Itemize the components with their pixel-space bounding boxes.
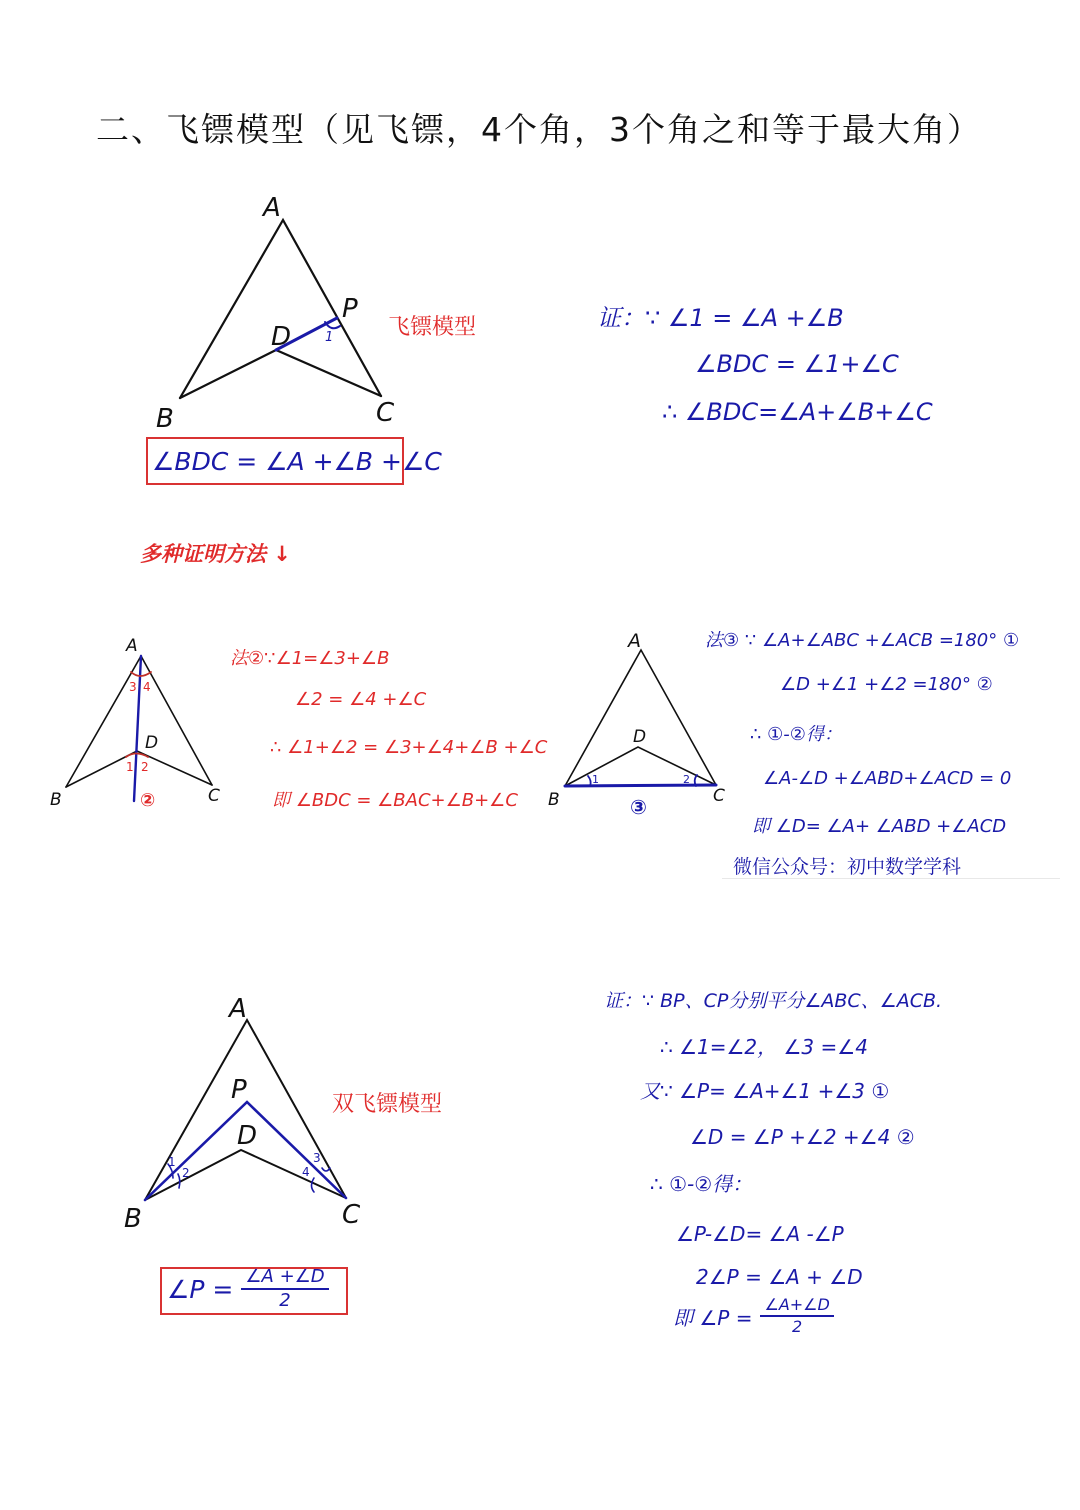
m3-point-c: C bbox=[713, 786, 725, 806]
proof3-line-1: 法③ ∵ ∠A+∠ABC +∠ACB =180° ① bbox=[705, 630, 1020, 651]
m3-angle-2: 2 bbox=[683, 773, 690, 786]
m3-point-a: A bbox=[628, 630, 641, 652]
m2-point-a: A bbox=[126, 636, 138, 656]
dart-diagram-method2 bbox=[66, 656, 212, 801]
conclusion-lhs: 即 ∠P = bbox=[673, 1305, 753, 1330]
proof4-line-6: ∠P-∠D= ∠A -∠P bbox=[676, 1222, 844, 1246]
proof1-line-2: ∠BDC = ∠1+∠C bbox=[695, 350, 899, 378]
m2-angle-4: 4 bbox=[143, 680, 151, 694]
boxed-formula: ∠BDC = ∠A +∠B +∠C bbox=[152, 447, 442, 476]
m2-badge: ② bbox=[140, 790, 156, 811]
m3-badge: ③ bbox=[630, 795, 647, 819]
proof4-line-4: ∠D = ∠P +∠2 +∠4 ② bbox=[690, 1125, 915, 1149]
proof4-line-3: 又∵ ∠P= ∠A+∠1 +∠3 ① bbox=[640, 1079, 890, 1103]
proof3-line-2: ∠D +∠1 +∠2 =180° ② bbox=[780, 674, 993, 695]
m3-angle-1: 1 bbox=[592, 773, 599, 786]
s2-angle-1: 1 bbox=[168, 1155, 176, 1169]
m2-point-d: D bbox=[145, 733, 159, 753]
point-label-p: P bbox=[342, 294, 358, 324]
formula2-numerator: ∠A +∠D bbox=[241, 1268, 328, 1290]
proof3-line-5: 即 ∠D= ∠A+ ∠ABD +∠ACD bbox=[752, 816, 1007, 837]
point-label-b: B bbox=[156, 404, 174, 434]
proof4-line-1: 证：∵ BP、CP分别平分∠ABC、∠ACB. bbox=[604, 990, 943, 1012]
page-title: 二、飞镖模型（见飞镖，4个角，3个角之和等于最大角） bbox=[96, 110, 982, 149]
m2-angle-3: 3 bbox=[129, 680, 137, 694]
methods-heading: 多种证明方法 ↓ bbox=[140, 542, 291, 566]
s2-point-b: B bbox=[124, 1204, 142, 1234]
watermark-text: 微信公众号：初中数学学科 bbox=[733, 856, 962, 878]
proof1-line-1: 证：∵ ∠1 = ∠A +∠B bbox=[597, 304, 844, 332]
proof4-line-5: ∴ ①-②得： bbox=[650, 1172, 753, 1196]
dart-diagram-method3 bbox=[565, 650, 716, 786]
m3-point-d: D bbox=[633, 727, 647, 747]
proof4-conclusion bbox=[673, 1297, 834, 1335]
m2-angle-2: 2 bbox=[141, 760, 149, 774]
proof2-line-3: ∴ ∠1+∠2 = ∠3+∠4+∠B +∠C bbox=[270, 737, 548, 758]
proof3-line-4: ∠A-∠D +∠ABD+∠ACD = 0 bbox=[763, 768, 1012, 789]
double-model-label: 双飞镖模型 bbox=[332, 1092, 443, 1117]
proof4-line-2: ∴ ∠1=∠2， ∠3 =∠4 bbox=[660, 1035, 868, 1059]
conclusion-denominator: 2 bbox=[792, 1317, 803, 1336]
proof2-line-2: ∠2 = ∠4 +∠C bbox=[295, 689, 427, 710]
formula2-fraction bbox=[241, 1268, 328, 1310]
s2-point-c: C bbox=[342, 1200, 361, 1230]
proof2-line-1: 法②∵∠1=∠3+∠B bbox=[230, 648, 390, 669]
conclusion-fraction bbox=[760, 1297, 833, 1335]
s2-point-a: A bbox=[229, 994, 247, 1024]
boxed-formula-2 bbox=[167, 1268, 329, 1310]
formula2-denominator: 2 bbox=[279, 1290, 291, 1311]
model-label: 飞镖模型 bbox=[388, 315, 477, 340]
point-label-c: C bbox=[376, 398, 395, 428]
s2-point-p: P bbox=[231, 1075, 247, 1105]
s2-angle-4: 4 bbox=[302, 1165, 310, 1179]
conclusion-numerator: ∠A+∠D bbox=[760, 1297, 833, 1317]
point-label-a: A bbox=[263, 193, 281, 223]
proof1-line-3: ∴ ∠BDC=∠A+∠B+∠C bbox=[662, 398, 933, 426]
proof3-line-3: ∴ ①-②得： bbox=[750, 724, 842, 745]
proof4-line-7: 2∠P = ∠A + ∠D bbox=[696, 1265, 863, 1289]
m3-point-b: B bbox=[548, 790, 560, 810]
angle-label-1: 1 bbox=[325, 330, 334, 345]
watermark-divider bbox=[722, 878, 1060, 879]
proof2-line-4: 即 ∠BDC = ∠BAC+∠B+∠C bbox=[272, 790, 518, 811]
m2-point-b: B bbox=[50, 790, 62, 810]
s2-angle-2: 2 bbox=[182, 1166, 190, 1180]
m2-point-c: C bbox=[208, 786, 220, 806]
m2-angle-1: 1 bbox=[126, 760, 134, 774]
s2-point-d: D bbox=[237, 1121, 258, 1151]
double-dart-diagram bbox=[145, 1020, 346, 1200]
point-label-d: D bbox=[271, 322, 292, 352]
formula2-lhs: ∠P = bbox=[167, 1274, 234, 1304]
s2-angle-3: 3 bbox=[313, 1151, 321, 1165]
